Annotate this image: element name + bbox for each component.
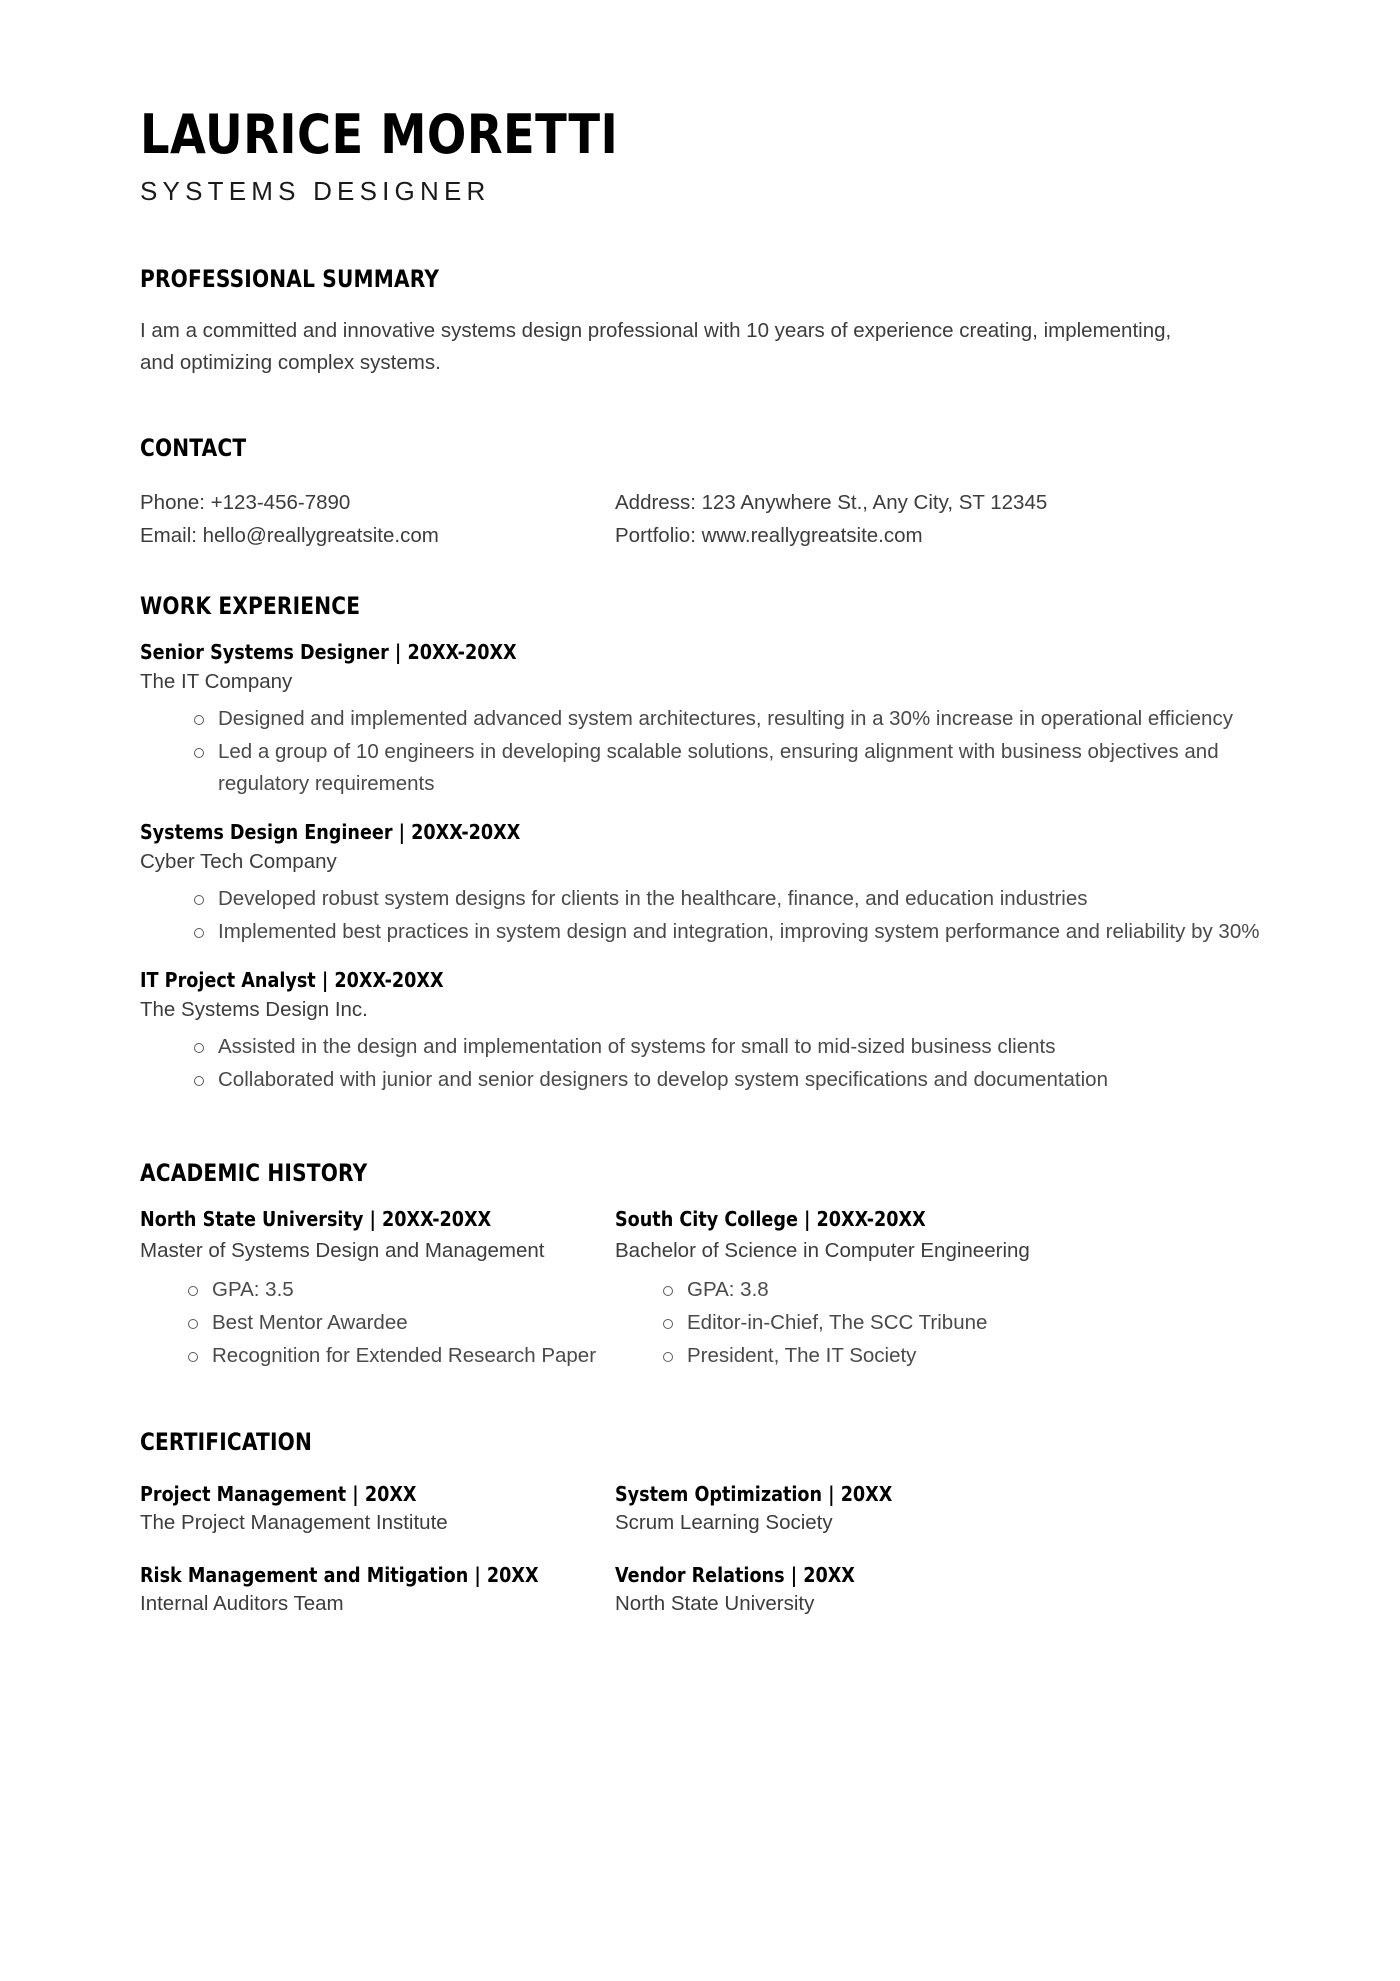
section-professional-summary xyxy=(140,265,1260,380)
section-work-experience xyxy=(140,592,1260,1096)
work-entry-org: Cyber Tech Company xyxy=(140,850,337,874)
section-heading-summary: PROFESSIONAL SUMMARY xyxy=(140,265,440,293)
certification-column-right xyxy=(615,1482,1260,1619)
certification-entry-org: Internal Auditors Team xyxy=(140,1592,344,1616)
summary-text: I am a committed and innovative systems design professional with 10 years of experience creating, implementing, and optimizing complex systems. xyxy=(140,319,1172,375)
list-item: Led a group of 10 engineers in developing scalable solutions, ensuring alignment with business objectives and regulatory requirements xyxy=(194,736,1260,800)
work-entry xyxy=(140,968,1260,1096)
work-entry xyxy=(140,640,1260,800)
certification-entry-title: Project Management | 20XX xyxy=(140,1481,417,1506)
certification-entry xyxy=(615,1482,1260,1538)
list-item: GPA: 3.5 xyxy=(188,1274,605,1306)
resume-header xyxy=(140,103,1260,207)
certification-entry-title: System Optimization | 20XX xyxy=(615,1481,893,1506)
work-entry-title: Systems Design Engineer | 20XX-20XX xyxy=(140,820,521,845)
contact-grid xyxy=(140,486,1260,552)
spacer xyxy=(140,380,1260,434)
section-heading-certification: CERTIFICATION xyxy=(140,1427,312,1456)
candidate-role: SYSTEMS DESIGNER xyxy=(140,176,491,206)
work-entry-org: The IT Company xyxy=(140,670,293,694)
list-item: GPA: 3.8 xyxy=(663,1274,1260,1306)
section-heading-academic: ACADEMIC HISTORY xyxy=(140,1159,368,1188)
section-heading-work: WORK EXPERIENCE xyxy=(140,592,361,621)
list-item: Recognition for Extended Research Paper xyxy=(188,1340,605,1372)
work-entry xyxy=(140,820,1260,948)
work-entry-org: The Systems Design Inc. xyxy=(140,998,368,1022)
certification-column-left xyxy=(140,1482,605,1619)
section-academic-history xyxy=(140,1159,1260,1373)
work-entry-bullets xyxy=(140,1031,1260,1096)
academic-entry-title: North State University | 20XX-20XX xyxy=(140,1207,492,1232)
spacer xyxy=(140,552,1260,592)
academic-entry-bullets xyxy=(615,1274,1260,1373)
list-item: Implemented best practices in system design and integration, improving system performance and reliability by 30% xyxy=(194,916,1260,948)
academic-entry-degree: Master of Systems Design and Management xyxy=(140,1239,545,1263)
work-entry-bullets xyxy=(140,883,1260,948)
spacer xyxy=(140,1097,1260,1159)
work-entry-bullets xyxy=(140,703,1260,801)
section-certification xyxy=(140,1428,1260,1619)
certification-entry-org: Scrum Learning Society xyxy=(615,1510,833,1534)
contact-phone: Phone: +123-456-7890 xyxy=(140,490,351,514)
work-entry-title: Senior Systems Designer | 20XX-20XX xyxy=(140,640,517,665)
certification-entry xyxy=(140,1563,605,1619)
certification-entry xyxy=(615,1563,1260,1619)
certification-entry-org: The Project Management Institute xyxy=(140,1510,448,1534)
academic-entry-bullets xyxy=(140,1274,605,1373)
spacer xyxy=(140,1374,1260,1428)
list-item: Best Mentor Awardee xyxy=(188,1307,605,1339)
academic-entry xyxy=(140,1207,605,1373)
candidate-name: LAURICE MORETTI xyxy=(140,103,619,166)
section-contact xyxy=(140,434,1260,552)
contact-email: Email: hello@reallygreatsite.com xyxy=(140,523,439,547)
list-item: Assisted in the design and implementation of systems for small to mid-sized business clients xyxy=(194,1031,1260,1063)
work-entry-title: IT Project Analyst | 20XX-20XX xyxy=(140,968,444,993)
list-item: Editor-in-Chief, The SCC Tribune xyxy=(663,1307,1260,1339)
certification-entry-title: Vendor Relations | 20XX xyxy=(615,1563,855,1588)
contact-portfolio: Portfolio: www.reallygreatsite.com xyxy=(615,523,923,547)
certification-entry-title: Risk Management and Mitigation | 20XX xyxy=(140,1563,539,1588)
summary-block xyxy=(140,315,1180,380)
section-heading-contact: CONTACT xyxy=(140,433,247,462)
certification-entry xyxy=(140,1482,605,1538)
list-item: Collaborated with junior and senior designers to develop system specifications and documentation xyxy=(194,1064,1260,1096)
academic-entry-title: South City College | 20XX-20XX xyxy=(615,1207,926,1232)
list-item: Designed and implemented advanced system architectures, resulting in a 30% increase in operational efficiency xyxy=(194,703,1260,735)
academic-grid xyxy=(140,1207,1260,1373)
contact-address: Address: 123 Anywhere St., Any City, ST 12345 xyxy=(615,490,1048,514)
contact-column-right xyxy=(615,486,1260,552)
contact-column-left xyxy=(140,486,605,552)
list-item: President, The IT Society xyxy=(663,1340,1260,1372)
list-item: Developed robust system designs for clients in the healthcare, finance, and education industries xyxy=(194,883,1260,915)
academic-entry xyxy=(615,1207,1260,1373)
academic-entry-degree: Bachelor of Science in Computer Engineering xyxy=(615,1239,1030,1263)
certification-entry-org: North State University xyxy=(615,1592,815,1616)
certification-grid xyxy=(140,1482,1260,1619)
